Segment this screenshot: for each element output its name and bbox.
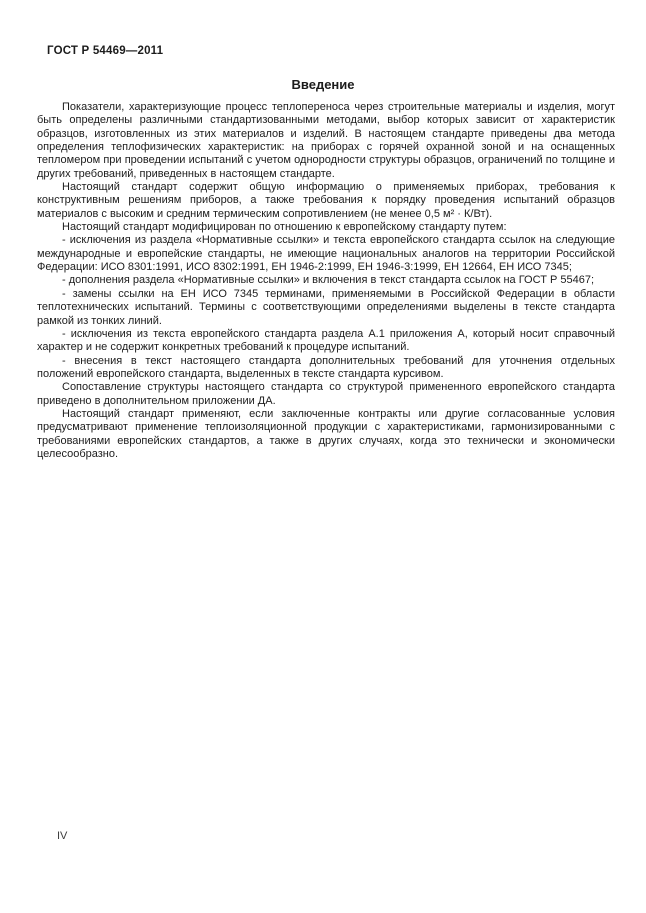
paragraph: - исключения из раздела «Нормативные ссылки» и текста европейского стандарта ссылок на следующие международные и европейские стандарты, не имеющие национальных аналогов на территории Российской Федерации: ИСО 8301:1991, ИСО 8302:1991, ЕН 1946-2:1999, ЕН 1946-3:1999, ЕН 12664, ЕН ИСО 7345; [37,234,615,274]
paragraph: Настоящий стандарт содержит общую информацию о применяемых приборах, требования к конструктивным решениям приборов, а также требования к порядку проведения испытаний образцов материалов с высоким и средним термическим сопротивлением (не менее 0,5 м² · К/Вт). [37,181,615,220]
page-number: IV [57,830,68,842]
paragraph: - внесения в текст настоящего стандарта дополнительных требований для уточнения отдельных положений европейского стандарта, выделенных в тексте стандарта курсивом. [37,354,615,380]
paragraph: Сопоставление структуры настоящего стандарта со структурой примененного европейского стандарта приведено в дополнительном приложении ДА. [37,381,615,407]
document-code: ГОСТ Р 54469—2011 [47,45,164,57]
paragraph: Настоящий стандарт модифицирован по отношению к европейскому стандарту путем: [62,221,507,234]
paragraph: - дополнения раздела «Нормативные ссылки» и включения в текст стандарта ссылок на ГОСТ Р 55467; [62,274,595,287]
document-body [37,101,615,461]
section-heading: Введение [291,77,355,92]
paragraph: - исключения из текста европейского стандарта раздела А.1 приложения А, который носит справочный характер и не содержит конкретных требований к процедуре испытаний. [37,327,615,354]
paragraph: - замены ссылки на ЕН ИСО 7345 терминами, применяемыми в Российской Федерации в области теплотехнических испытаний. Термины с соответствующими определениями выделены в тексте стандарта рамкой из тонких линий. [37,287,615,327]
paragraph: Показатели, характеризующие процесс теплопереноса через строительные материалы и изделия, могут быть определены различными стандартизованными методами, выбор которых зависит от характеристик образцов, изготовленных из этих материалов и изделий. В настоящем стандарте приведены два метода определения теплофизических характеристик: на приборах с горячей охранной зоной и на оснащенных тепломером при проведении испытаний с учетом однородности структуры образцов, ограничений по толщине и других требований, приведенных в настоящем стандарте. [37,101,615,180]
paragraph: Настоящий стандарт применяют, если заключенные контракты или другие согласованные условия предусматривают применение теплоизоляционной продукции с характеристиками, гармонизированными с требованиями европейских стандартов, а также в других случаях, когда это технически и экономически целесообразно. [37,407,615,460]
